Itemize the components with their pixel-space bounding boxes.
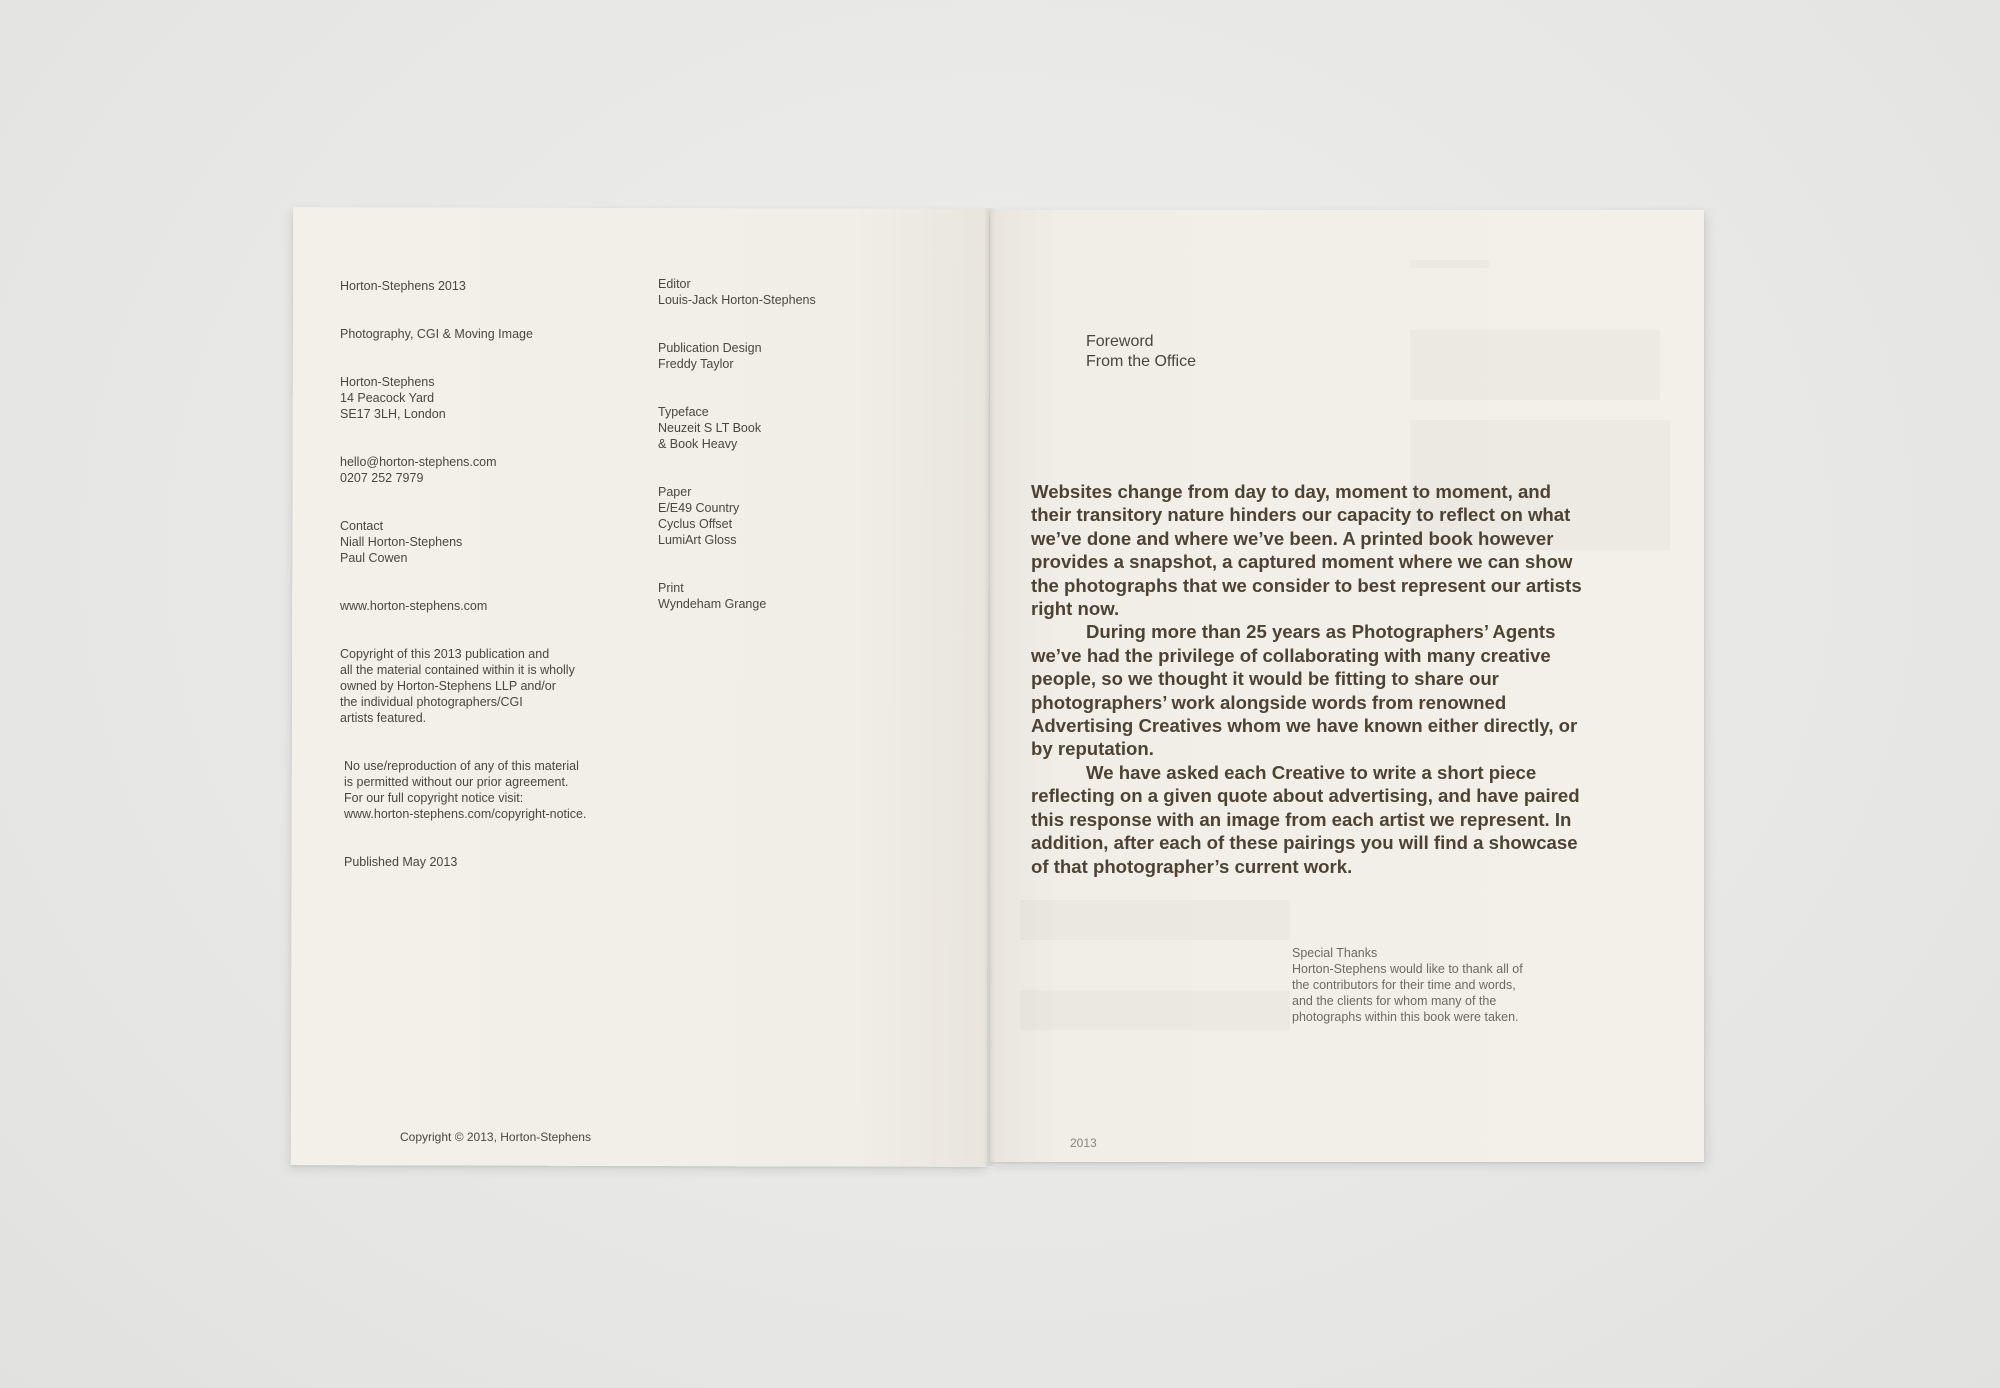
foreword-title: Foreword [1086,333,1154,350]
reproduction-notice: No use/reproduction of any of this material is permitted without our prior agreement. For our full copyright notice visit: www.horton-stephens.com/copyright-notice. [344,759,587,821]
credits-column [658,260,918,628]
imprint-subtitle: Photography, CGI & Moving Image [340,327,533,341]
foreword-text [1031,480,1591,878]
imprint-column [340,262,640,886]
editor-credit: Editor Louis-Jack Horton-Stephens [658,277,816,307]
design-credit: Publication Design Freddy Taylor [658,341,762,371]
copyright-block: Copyright of this 2013 publication and all the material contained within it is wholly owned by Horton-Stephens LLP and/or the individual photographers/CGI artists featured. [340,647,575,725]
paragraph-1: Websites change from day to day, moment to moment, and their transitory nature hinders our capacity to reflect on what we’ve done and where we’ve been. A printed book however provides a snapshot, a captured moment where we can show the photographs that we consider to best represent our artists right now. [1031,481,1582,620]
address-block: Horton-Stephens 14 Peacock Yard SE17 3LH, London [340,375,446,421]
thanks-title: Special Thanks [1292,946,1378,960]
paragraph-3: We have asked each Creative to write a short piece reflecting on a given quote about advertising, and have paired this response with an image from each artist we represent. In addition, after each of these pairings you will find a showcase of that photographer’s current work. [1031,761,1580,877]
right-page-footer: 2013 [1070,1136,1097,1150]
left-page-footer: Copyright © 2013, Horton-Stephens [400,1130,591,1144]
published-date: Published May 2013 [344,855,458,869]
special-thanks [1292,945,1592,1025]
thanks-body: Horton-Stephens would like to thank all of the contributors for their time and words, and the clients for whom many of the photographs within this book were taken. [1292,962,1523,1024]
foreword-subtitle: From the Office [1086,353,1196,370]
paper-credit: Paper E/E49 Country Cyclus Offset LumiArt Gloss [658,485,740,547]
email-phone-block: hello@horton-stephens.com 0207 252 7979 [340,455,497,485]
foreword-heading [1086,332,1196,372]
contact-block: Contact Niall Horton-Stephens Paul Cowen [340,519,463,565]
paragraph-2: During more than 25 years as Photographers’ Agents we’ve had the privilege of collaborating with many creative people, so we thought it would be fitting to share our photographers’ work alongside words from renowned Advertising Creatives whom we have known either directly, or by reputation. [1031,621,1578,760]
book-gutter [984,208,996,1166]
print-credit: Print Wyndeham Grange [658,581,767,611]
website-line: www.horton-stephens.com [340,599,488,613]
imprint-title: Horton-Stephens 2013 [340,279,466,293]
typeface-credit: Typeface Neuzeit S LT Book & Book Heavy [658,405,762,451]
